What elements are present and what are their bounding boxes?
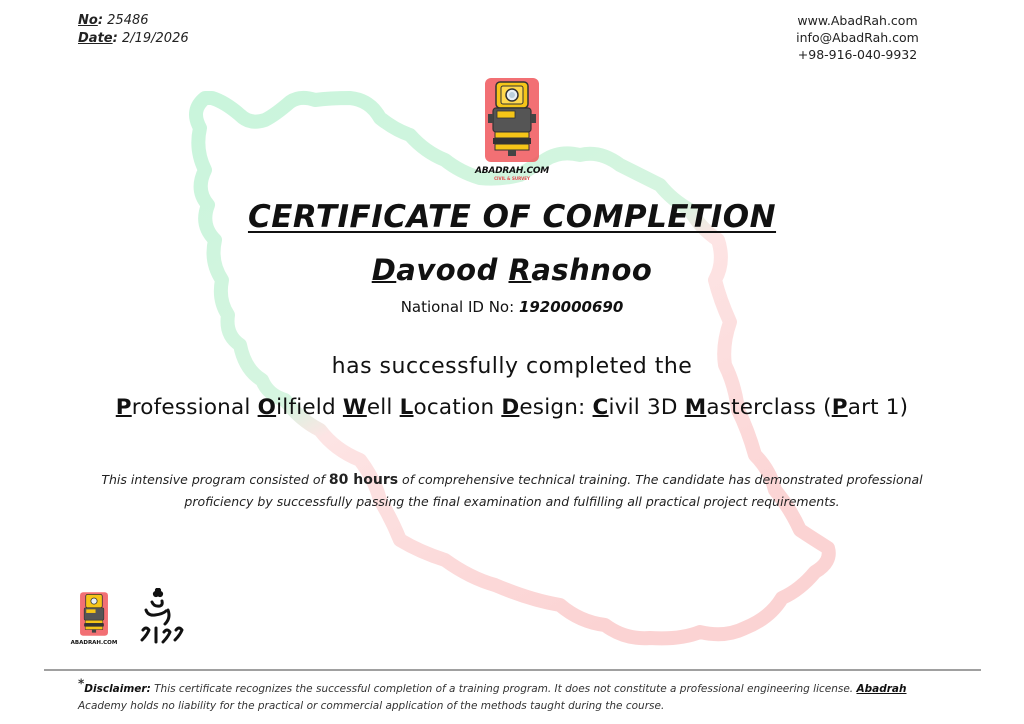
footer-brand-logo — [70, 590, 118, 646]
certificate-meta — [78, 12, 189, 48]
total-station-icon — [79, 590, 109, 638]
website-link[interactable]: www.AbadRah.com — [797, 13, 918, 28]
recipient-name: Davood Rashnoo — [371, 253, 653, 287]
total-station-icon — [483, 76, 541, 164]
footer-brand-name: ABADRAH.COM — [70, 640, 118, 646]
signature — [138, 588, 198, 650]
national-id-value: 1920000690 — [518, 298, 624, 316]
certificate-date: Date: 2/19/2026 — [78, 31, 189, 46]
brand-logo — [462, 76, 562, 181]
phone-number: +98-916-040-9932 — [797, 47, 918, 62]
brand-tagline: CIVIL & SURVEY — [494, 176, 530, 181]
program-description: This intensive program consisted of 80 hours of comprehensive technical training. The candidate has demonstrated professional proficiency by successfully passing the final examination and fulfilling all practical project requirements. — [101, 472, 923, 509]
program-hours: 80 hours — [328, 472, 399, 488]
contact-info — [770, 12, 945, 63]
certificate-title: CERTIFICATE OF COMPLETION — [247, 199, 777, 235]
disclaimer-brand: Abadrah — [856, 683, 907, 695]
brand-name: ABADRAH.COM — [474, 166, 550, 176]
certificate-number: No: 25486 — [78, 13, 149, 28]
email-link[interactable]: info@AbadRah.com — [796, 30, 919, 45]
course-title: Professional Oilfield Well Location Design: Civil 3D Masterclass (Part 1) — [115, 395, 909, 420]
disclaimer-label: Disclaimer: — [84, 683, 151, 695]
disclaimer: *Disclaimer: This certificate recognizes the successful completion of a training program. It does not constitute a professional engineering license. Abadrah Academy holds no liability for the practical or commercial application of the methods taught during the course. — [78, 676, 907, 712]
footer-divider — [44, 669, 981, 671]
completion-statement: has successfully completed the — [331, 354, 693, 379]
national-id: National ID No: 1920000690 — [400, 298, 624, 316]
